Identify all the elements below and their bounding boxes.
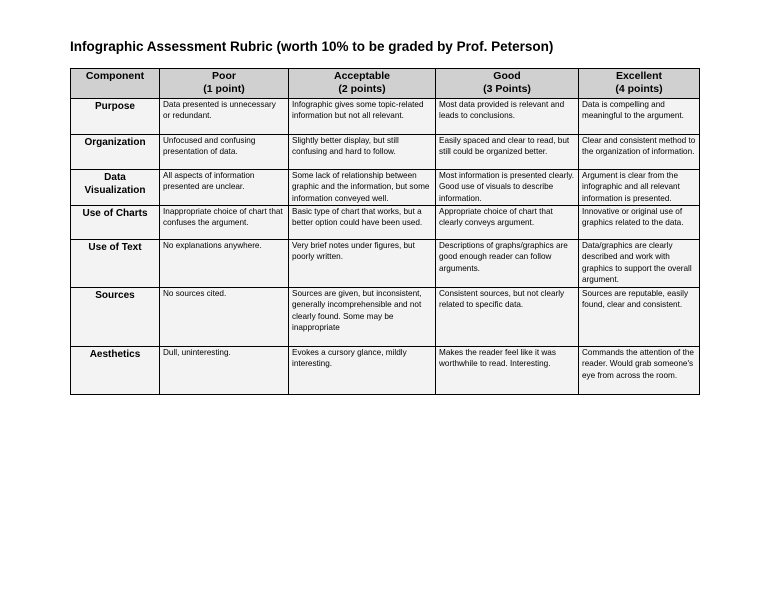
table-row (71, 240, 700, 288)
row-component: Purpose (71, 99, 160, 135)
cell-excellent: Innovative or original use of graphics related to the data. (579, 206, 700, 240)
header-excellent (579, 69, 700, 99)
table-row (71, 99, 700, 135)
table-row (71, 135, 700, 170)
cell-acceptable: Basic type of chart that works, but a better option could have been used. (289, 206, 436, 240)
header-excellent-name: Excellent (615, 70, 663, 82)
cell-acceptable: Slightly better display, but still confusing and hard to follow. (289, 135, 436, 170)
rubric-table (70, 68, 700, 395)
cell-good: Most data provided is relevant and leads to conclusions. (436, 99, 579, 135)
table-row (71, 170, 700, 206)
row-component: Use of Charts (71, 206, 160, 240)
header-poor (160, 69, 289, 99)
cell-acceptable: Sources are given, but inconsistent, generally incomprehensible and not clearly found. Some may be inappropriate (289, 288, 436, 347)
header-good (436, 69, 579, 99)
row-component: Sources (71, 288, 160, 347)
header-good-name: Good (493, 70, 521, 82)
cell-acceptable: Infographic gives some topic-related information but not all relevant. (289, 99, 436, 135)
cell-good: Easily spaced and clear to read, but still could be organized better. (436, 135, 579, 170)
header-good-points: (3 Points) (483, 83, 531, 95)
cell-poor: Dull, uninteresting. (160, 347, 289, 395)
table-row (71, 347, 700, 395)
cell-acceptable: Evokes a cursory glance, mildly interesting. (289, 347, 436, 395)
header-acceptable (289, 69, 436, 99)
row-component: Data Visualization (71, 170, 160, 206)
document-title: Infographic Assessment Rubric (worth 10% to be graded by Prof. Peterson) (70, 39, 554, 54)
cell-excellent: Data/graphics are clearly described and work with graphics to support the overall argument. (579, 240, 700, 288)
cell-excellent: Sources are reputable, easily found, clear and consistent. (579, 288, 700, 347)
cell-excellent: Clear and consistent method to the organization of information. (579, 135, 700, 170)
cell-excellent: Data is compelling and meaningful to the argument. (579, 99, 700, 135)
cell-good: Makes the reader feel like it was worthwhile to read. Interesting. (436, 347, 579, 395)
cell-good: Appropriate choice of chart that clearly conveys argument. (436, 206, 579, 240)
table-row (71, 288, 700, 347)
cell-good: Consistent sources, but not clearly related to specific data. (436, 288, 579, 347)
header-acceptable-name: Acceptable (333, 70, 391, 82)
header-poor-points: (1 point) (203, 83, 245, 95)
row-component: Use of Text (71, 240, 160, 288)
cell-excellent: Argument is clear from the infographic and all relevant information is presented. (579, 170, 700, 206)
row-component: Organization (71, 135, 160, 170)
cell-poor: Unfocused and confusing presentation of data. (160, 135, 289, 170)
cell-excellent: Commands the attention of the reader. Would grab someone's eye from across the room. (579, 347, 700, 395)
header-poor-name: Poor (212, 70, 236, 82)
cell-good: Descriptions of graphs/graphics are good enough reader can follow arguments. (436, 240, 579, 288)
header-acceptable-points: (2 points) (338, 83, 386, 95)
header-component-name: Component (85, 70, 145, 82)
cell-poor: Inappropriate choice of chart that confuses the argument. (160, 206, 289, 240)
cell-poor: No explanations anywhere. (160, 240, 289, 288)
cell-good: Most information is presented clearly. Good use of visuals to describe information. (436, 170, 579, 206)
header-row (71, 69, 700, 99)
header-excellent-points: (4 points) (615, 83, 663, 95)
cell-poor: No sources cited. (160, 288, 289, 347)
cell-acceptable: Very brief notes under figures, but poorly written. (289, 240, 436, 288)
row-component: Aesthetics (71, 347, 160, 395)
cell-acceptable: Some lack of relationship between graphic and the information, but some information conveyed well. (289, 170, 436, 206)
cell-poor: All aspects of information presented are unclear. (160, 170, 289, 206)
header-component (71, 69, 160, 99)
table-row (71, 206, 700, 240)
cell-poor: Data presented is unnecessary or redundant. (160, 99, 289, 135)
